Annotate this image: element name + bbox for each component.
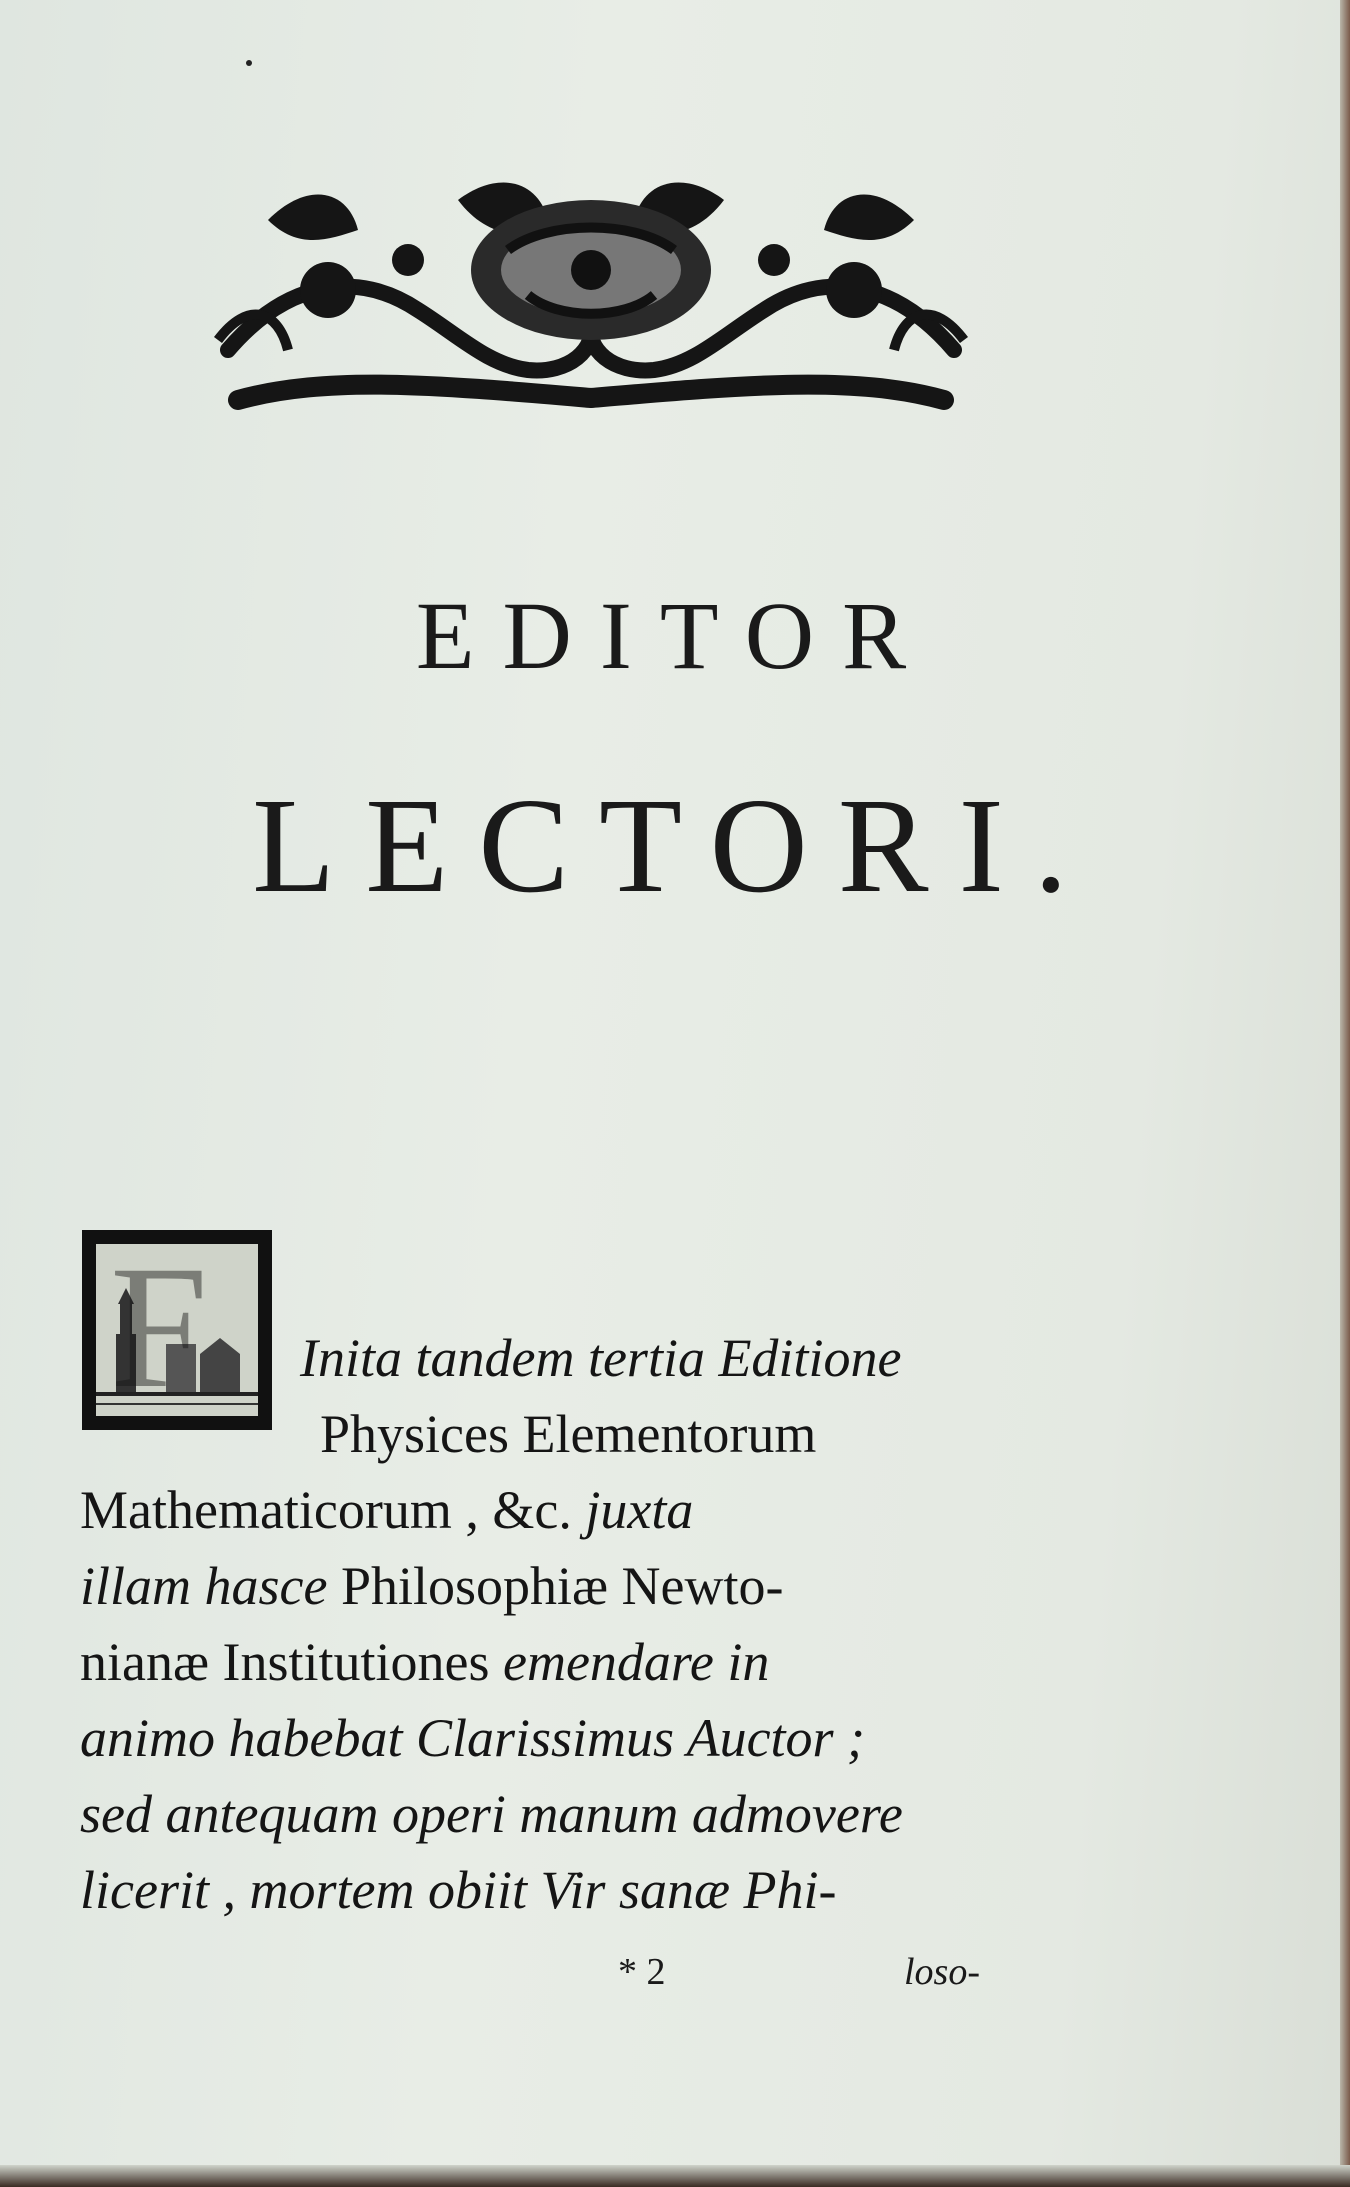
text-segment: nianæ Institutiones: [80, 1632, 503, 1692]
text-segment: Physices Elementorum: [320, 1404, 817, 1464]
ink-dot: [246, 60, 252, 66]
text-segment: Mathematicorum , &c.: [80, 1480, 586, 1540]
text-segment: illam hasce: [80, 1556, 341, 1616]
initial-engraving: [92, 1240, 262, 1420]
decorated-initial: [82, 1230, 272, 1430]
text-line: [80, 1852, 836, 1928]
text-segment: Inita tandem tertia Editione: [300, 1328, 902, 1388]
bottom-edge: [0, 2165, 1350, 2187]
text-line: [80, 1776, 903, 1852]
text-segment: animo habebat Clarissimus Auctor ;: [80, 1708, 866, 1768]
text-line: [300, 1320, 901, 1396]
signature-mark: * 2: [618, 1951, 666, 1993]
catchword: loso-: [904, 1951, 980, 1993]
text-segment: Philosophiæ Newto-: [340, 1556, 784, 1616]
text-line: [80, 1548, 784, 1624]
text-line: [80, 1624, 769, 1700]
text-segment: juxta: [585, 1480, 694, 1540]
drop-cap-letter: F: [110, 1240, 208, 1420]
text-segment: sed antequam operi manum admovere: [80, 1784, 903, 1844]
text-line: [320, 1396, 816, 1472]
page-edge: [1340, 0, 1350, 2187]
text-segment: licerit , mortem obiit Vir sanæ Phi-: [80, 1860, 837, 1920]
heading-editor: EDITOR: [415, 582, 935, 689]
text-line: [80, 1472, 693, 1548]
floral-headpiece-ornament: [208, 160, 974, 418]
text-line: [80, 1700, 865, 1776]
heading-lectori: LECTORI.: [252, 771, 1098, 921]
text-segment: emendare in: [502, 1632, 770, 1692]
